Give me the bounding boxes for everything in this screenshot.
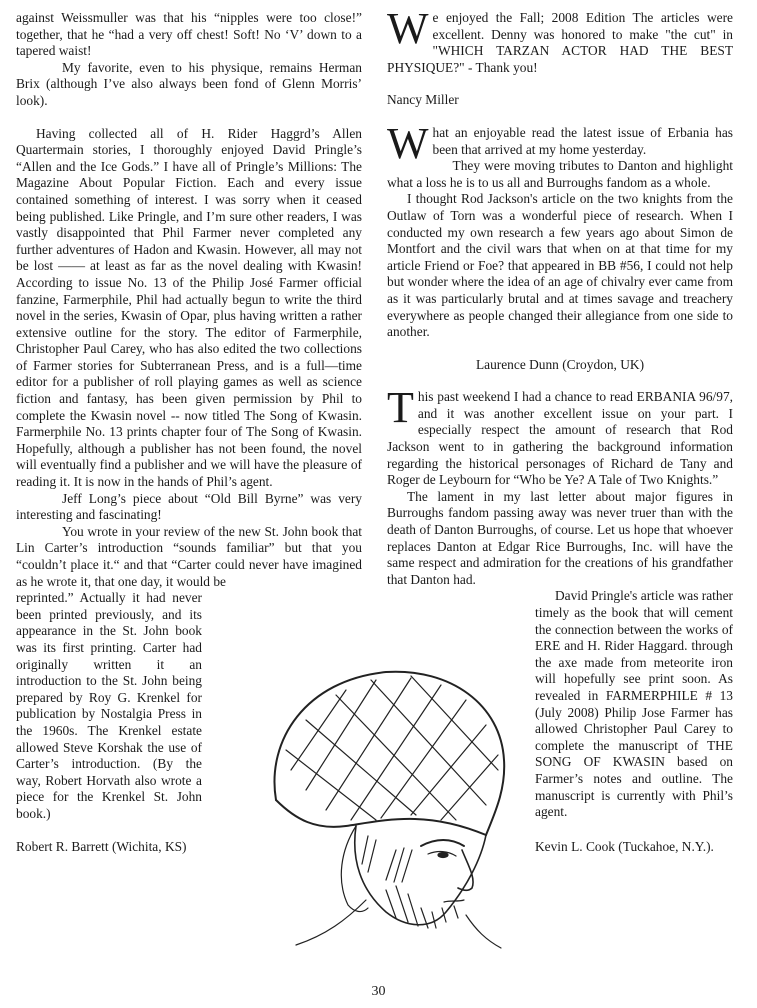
drop-cap: T bbox=[387, 383, 414, 433]
paragraph: Having collected all of H. Rider Haggrd’s Allen Quartermain stories, I thoroughly enjoyed David Pringle’s “Allen and the Ice Gods.” I have all of Pringle’s Millions: The Magazine About Popular Fiction. Each and every issue contained something of interest. I was sorry when it ceased being published. Like Pringle, and I’m sure other readers, I was vastly disappointed that Phil Farmer never completed any further adventures of Hadon and Kwasin. However, all may not be lost —— at least as far as the novel dealing with Kwasin! According to issue No. 13 of the Philip José Farmer official fanzine, Farmerphile, Phil had actually begun to write the third novel in the series, Kwasin of Opar, plus having written a rather extensive outline for the story. The editor of Farmerphile, Christopher Paul Carey, who has also edited the two collections of Farmer stories for Subterranean Press, and is a full—time editor for a publisher of roll playing games as well as science fiction and fantasy, has been given permission by Phil to complete the Kwasin novel -- now titled The Song of Kwasin. Farmerphile No. 13 prints chapter four of The Song of Kwasin. Hopefully, although a publisher has not been found, the novel will eventually find a publisher and we will have the pleasure of reading it. It is now in the hands of Phil’s agent. bbox=[16, 125, 362, 490]
paragraph: My favorite, even to his physique, remains Herman Brix (although I’ve also always been fond of Glenn Morris’ look). bbox=[16, 59, 362, 108]
paragraph: against Weissmuller was that his “nipples were too close!” together, that he “had a very off chest! Soft! No ‘V’ down to a tapered waist! bbox=[16, 10, 362, 59]
paragraph: his past weekend I had a chance to read ERBANIA 96/97, and it was another excellent issue on your part. I especially respect the amount of research that Rod Jackson went to in gathering the background information regarding the historical personages of Richard de Tany and Roger de Leybourn for “Who be Ye? A Tale of Two Knights.” bbox=[387, 389, 733, 488]
paragraph: reprinted.” Actually it had never been printed previously, and its appearance in the St. John book was its first printing. Carter had originally written it an introduction to the St. John being prepared by Roy G. Krenkel for publication by Nostalgia Press in the 1960s. The Krenkel estate allowed Steve Korshak the use of Carter’s introduction. (By the way, Robert Horvath also wrote a piece for the Krenkel St. John book.) bbox=[16, 590, 202, 821]
letter bbox=[387, 4, 733, 76]
paragraph: hat an enjoyable read the latest issue of Erbania has been that arrived at my home yesterday. bbox=[432, 124, 733, 157]
paragraph: They were moving tributes to Danton and highlight what a loss he is to us all and Burroughs fandom as a whole. bbox=[387, 158, 733, 190]
signature: Laurence Dunn (Croydon, UK) bbox=[475, 356, 645, 372]
paragraph: Jeff Long’s piece about “Old Bill Byrne” was very interesting and fascinating! bbox=[16, 490, 362, 523]
paragraph: You wrote in your review of the new St. John book that Lin Carter’s introduction “sounds familiar” but that you “couldn’t place it.“ and that “Carter could never have imagined as he wrote it, that one day, it would be bbox=[16, 523, 362, 589]
drop-cap: W bbox=[387, 4, 429, 53]
drop-cap: W bbox=[387, 118, 429, 168]
warrior-sketch-illustration bbox=[236, 650, 536, 950]
paragraph: David Pringle's article was rather timely as the book that will cement the connection between the works of ERE and H. Rider Haggard. through the axe made from meteorite iron will hopefully see print soon. As revealed in FARMERPHILE # 13 (July 2008) Philip Jose Farmer has allowed Christopher Paul Carey to complete the manuscript of THE SONG OF KWASIN based on Farmer’s notes and outline. The manuscript is currently with Phil’s agent. bbox=[535, 588, 733, 820]
signature: Nancy Miller bbox=[387, 92, 459, 108]
page-number: 30 bbox=[371, 984, 386, 999]
signature: Kevin L. Cook (Tuckahoe, N.Y.). bbox=[535, 838, 714, 854]
letter bbox=[387, 118, 733, 341]
paragraph: I thought Rod Jackson's article on the two knights from the Outlaw of Torn was a wonderful piece of research. When I conducted my own research a few years ago about Simon de Montfort and the civil wars that when on at that time for my article Friend or Foe? that appeared in BB #56, I could not help but wonder where the idea of an age of chivalry ever came from as it was particularly brutal and at times savage and treachery everywhere as people changed their allegiance from one side to another. bbox=[387, 191, 733, 340]
signature: Robert R. Barrett (Wichita, KS) bbox=[16, 838, 187, 854]
paragraph: The lament in my last letter about major figures in Burroughs fandom passing away was never truer than with the death of Danton Burroughs, of course. Let us hope that whoever replaces Danton at Edgar Rice Burroughs, Inc. will have the same respect and admiration for the creations of his grandfather that Danton had. bbox=[387, 488, 733, 587]
paragraph: e enjoyed the Fall; 2008 Edition The articles were excellent. Denny was honored to make "the cut" in "WHICH TARZAN ACTOR HAD THE BEST PHYSIQUE?" - Thank you! bbox=[387, 10, 733, 75]
